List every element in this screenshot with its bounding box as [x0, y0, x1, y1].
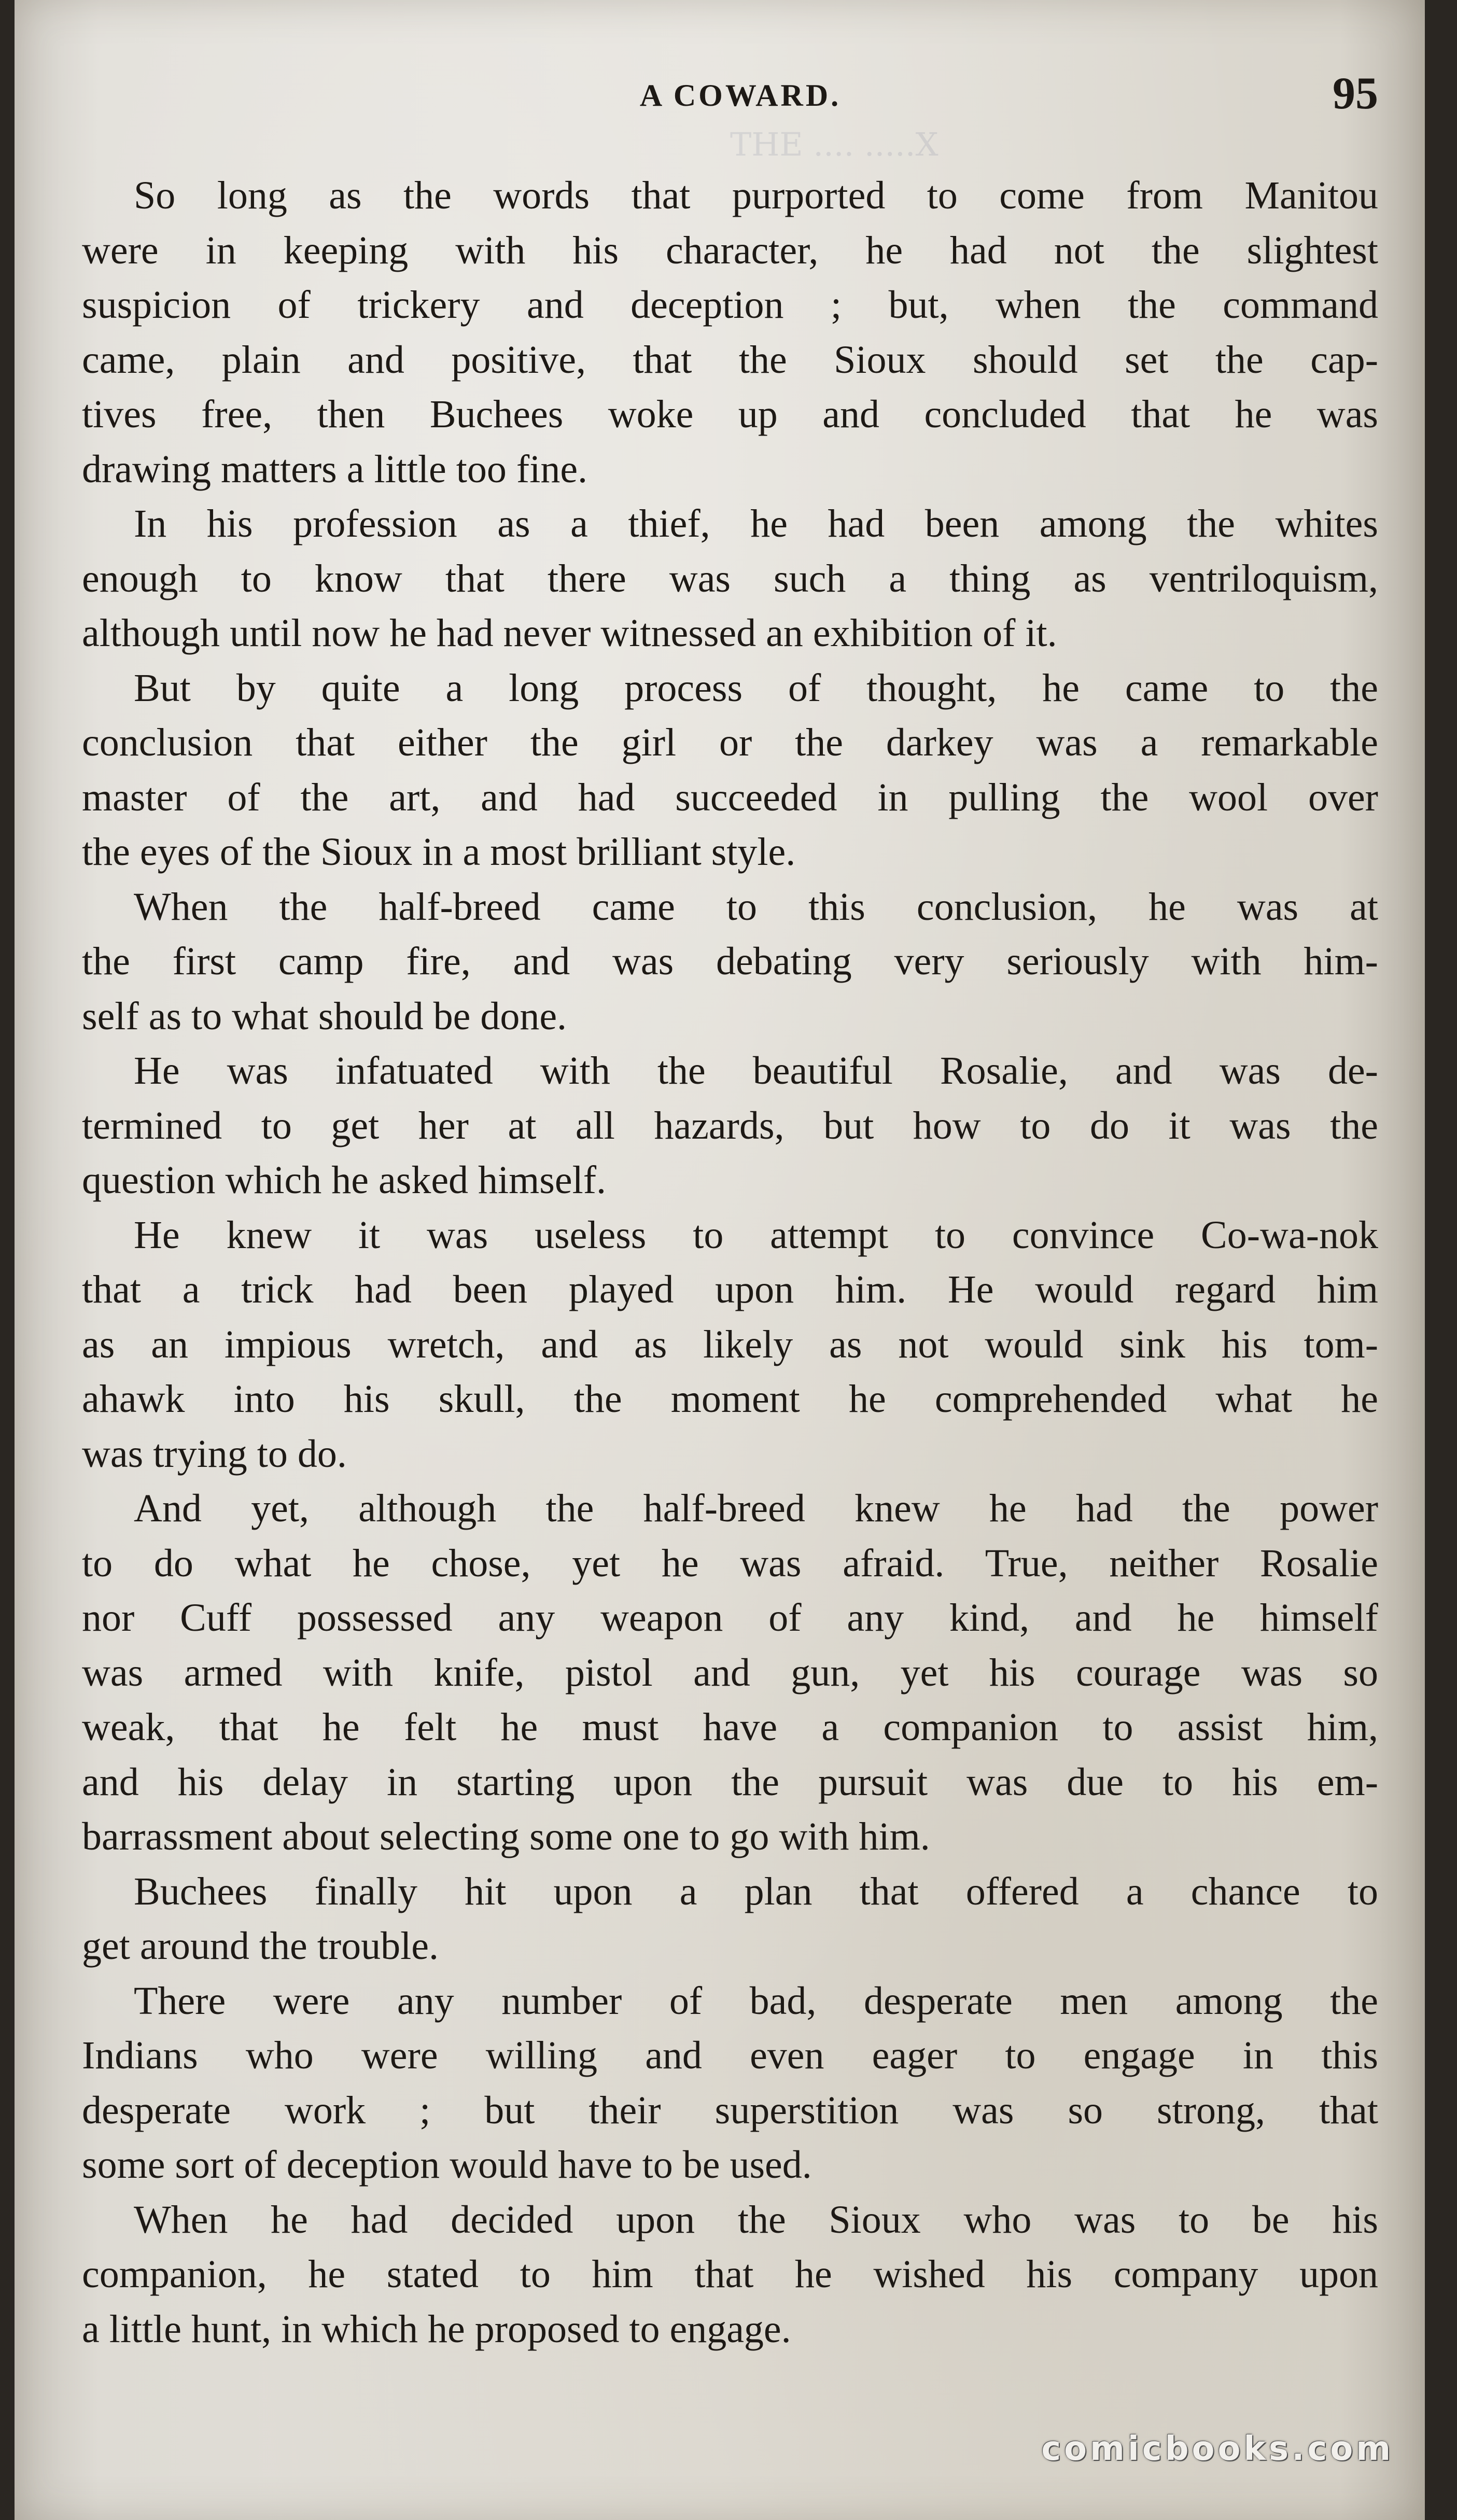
text-line: weak, that he felt he must have a companion to assist him,	[82, 1705, 1378, 1749]
text-line: as an impious wretch, and as likely as not would sink his tom-	[82, 1322, 1378, 1366]
text-line: Buchees finally hit upon a plan that offered a chance to	[134, 1869, 1378, 1913]
text-line: When the half-breed came to this conclusion, he was at	[134, 885, 1378, 929]
text-line: In his profession as a thief, he had been among the whites	[134, 502, 1378, 545]
text-line: enough to know that there was such a thing as ventriloquism,	[82, 556, 1378, 600]
text-line: desperate work ; but their superstition was so strong, that	[82, 2088, 1378, 2132]
text-line: tives free, then Buchees woke up and concluded that he was	[82, 393, 1378, 436]
page-header	[92, 67, 1389, 130]
text-line: And yet, although the half-breed knew he had the power	[134, 1487, 1378, 1530]
text-line: He knew it was useless to attempt to convince Co-wa-nok	[134, 1213, 1378, 1257]
text-line: companion, he stated to him that he wished his company upon	[82, 2252, 1378, 2296]
text-line: There were any number of bad, desperate men among the	[134, 1979, 1378, 2023]
paragraph	[82, 1481, 1378, 1865]
paragraph	[82, 497, 1378, 661]
watermark: comicbooks.com	[1041, 2430, 1394, 2468]
book-page	[15, 0, 1425, 2520]
text-line: barrassment about selecting some one to go with him.	[82, 1815, 930, 1858]
text-line: Indians who were willing and even eager to engage in this	[82, 2034, 1378, 2077]
text-line: drawing matters a little too fine.	[82, 447, 588, 491]
text-line: the eyes of the Sioux in a most brilliant style.	[82, 830, 796, 874]
text-line: conclusion that either the girl or the darkey was a remarkable	[82, 721, 1378, 764]
text-line: that a trick had been played upon him. He would regard him	[82, 1268, 1378, 1311]
text-line: to do what he chose, yet he was afraid. True, neither Rosalie	[82, 1541, 1378, 1585]
paragraph	[82, 880, 1378, 1044]
text-line: ahawk into his skull, the moment he comprehended what he	[82, 1377, 1378, 1421]
text-line: was armed with knife, pistol and gun, yet his courage was so	[82, 1650, 1378, 1695]
show-through-decoration: THE .... .....X	[730, 125, 938, 163]
text-line: master of the art, and had succeeded in pulling the wool over	[82, 775, 1378, 819]
text-line: termined to get her at all hazards, but how to do it was the	[82, 1103, 1378, 1147]
text-line: get around the trouble.	[82, 1924, 439, 1968]
text-line: although until now he had never witnessed an exhibition of it.	[82, 611, 1057, 655]
text-line: But by quite a long process of thought, he came to the	[134, 666, 1378, 710]
paragraph	[82, 1865, 1378, 1974]
text-line: question which he asked himself.	[82, 1158, 607, 1202]
text-line: He was infatuated with the beautiful Rosalie, and was de-	[134, 1049, 1378, 1093]
text-line: some sort of deception would have to be used.	[82, 2143, 812, 2187]
paragraph	[82, 661, 1378, 880]
paragraph	[82, 2193, 1378, 2357]
text-line: self as to what should be done.	[82, 994, 567, 1038]
text-line: were in keeping with his character, he had not the slightest	[82, 228, 1378, 272]
text-line: nor Cuff possessed any weapon of any kind, and he himself	[82, 1596, 1378, 1640]
text-line: and his delay in starting upon the pursuit was due to his em-	[82, 1760, 1378, 1804]
body-text	[82, 169, 1378, 2357]
paragraph	[82, 169, 1378, 497]
text-line: the first camp fire, and was debating very seriously with him-	[82, 940, 1378, 983]
paragraph	[82, 1208, 1378, 1482]
text-line: a little hunt, in which he proposed to engage.	[82, 2307, 791, 2351]
paragraph	[82, 1974, 1378, 2193]
text-line: So long as the words that purported to come from Manitou	[134, 174, 1378, 217]
text-line: suspicion of trickery and deception ; but, when the command	[82, 283, 1378, 327]
running-head: A COWARD.	[639, 78, 842, 113]
text-line: came, plain and positive, that the Sioux should set the cap-	[82, 338, 1378, 382]
text-line: When he had decided upon the Sioux who was to be his	[134, 2197, 1378, 2242]
page-number: 95	[1333, 68, 1378, 119]
paragraph	[82, 1044, 1378, 1208]
text-line: was trying to do.	[82, 1432, 347, 1476]
